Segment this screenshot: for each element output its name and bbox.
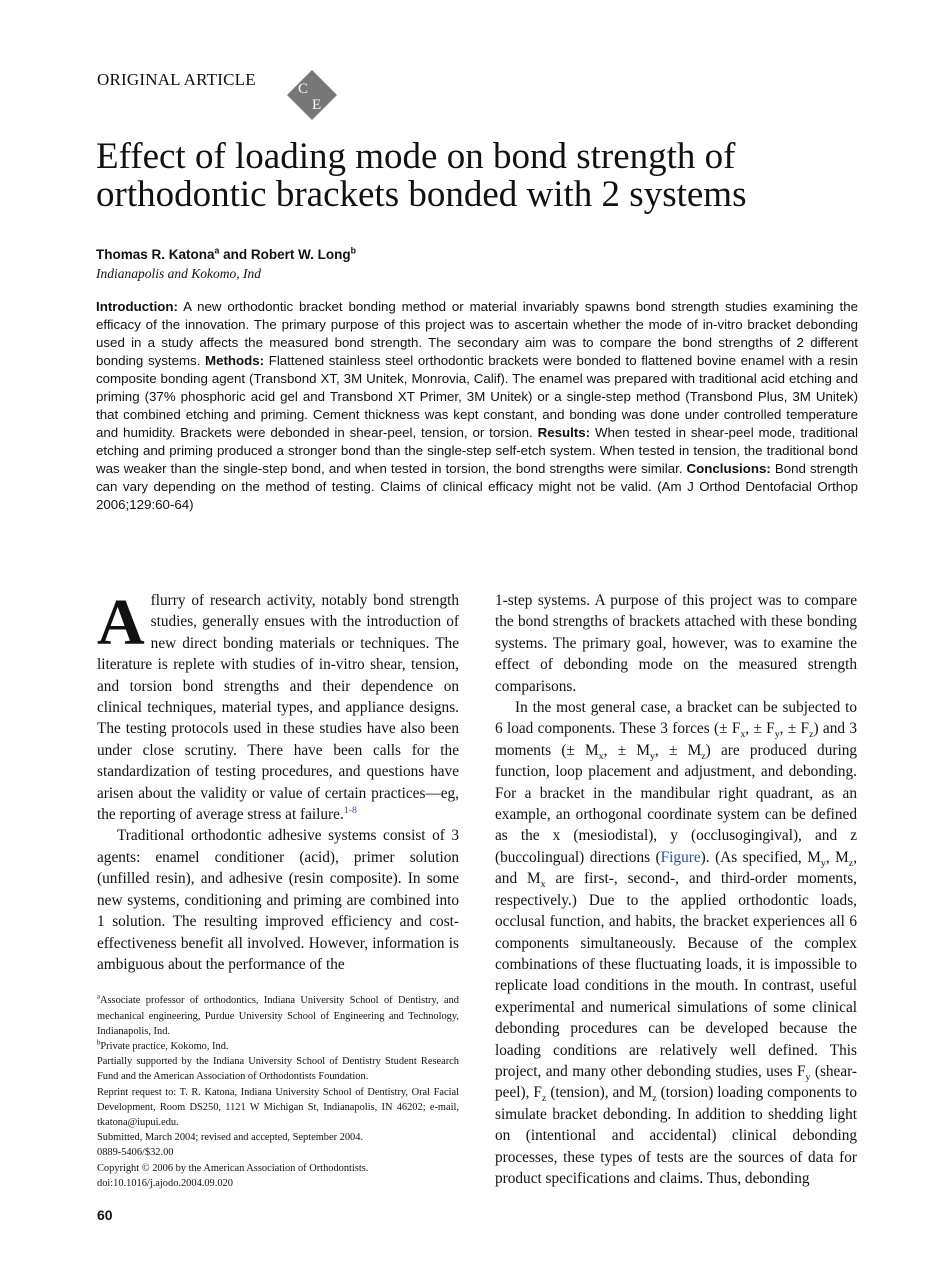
text-run: A new orthodontic bracket bonding method or material invariably spawns bond strength studies examining the efficacy of the innovation. The primary purpose of this project was to ascertain whether the mode of in-vitro bracket debonding used in a study affects the measured bond strength. The secondary aim was to compare the bond strengths of 2 different bonding systems. (96, 299, 858, 368)
text-run: ) and 3 moments (± M (495, 720, 857, 759)
abstract (96, 298, 858, 514)
ce-badge-icon (287, 70, 337, 120)
affiliation: Indianapolis and Kokomo, Ind (96, 266, 261, 281)
body-paragraph (495, 697, 857, 1189)
text-run: are first-, second-, and third-order moments, respectively.) Due to the applied orthodontic loads, occlusal function, and habits, the bracket experiences all 6 components simultaneously. Because of the complex combinations of these fluctuating loads, it is impossible to replicate load conditions in the mouth. In contrast, useful experimental and numerical simulations of some clinical debonding procedures can be developed because the loading conditions are relatively well defined. This project, and many other debonding studies, uses F (495, 870, 857, 1080)
left-column (97, 586, 459, 975)
text-run: , M (825, 848, 849, 866)
text-run: 0889-5406/$32.00 (97, 1147, 174, 1159)
left-flow (97, 586, 459, 1223)
subscript: y (649, 750, 655, 762)
text-run: Bond strength can vary depending on the method of testing. Claims of clinical efficacy might not be valid. (Am J Orthod Dentofacial Orthop 2006;129:60-64) (96, 461, 858, 512)
text-run: (tension), and M (546, 1084, 653, 1102)
subscript: y (805, 1071, 811, 1083)
subscript: x (540, 879, 546, 891)
subscript: z (701, 750, 706, 762)
footnote (97, 1054, 459, 1084)
text-run: Partially supported by the Indiana University School of Dentistry Student Research Fund and the American Association of Orthodontists Foundation. (97, 1056, 459, 1083)
body-paragraph (97, 825, 459, 975)
figure-link[interactable]: Figure (660, 848, 701, 866)
right-column (495, 590, 857, 1189)
footnote (97, 1161, 459, 1176)
footnote (97, 1130, 459, 1145)
badge-c: C (298, 81, 309, 97)
superscript: a (97, 993, 100, 1001)
superscript: b (97, 1039, 101, 1047)
superscript: a (214, 245, 220, 256)
body-paragraph (495, 590, 857, 697)
section-heading: Introduction: (96, 299, 178, 314)
subscript: z (541, 1093, 547, 1105)
text-run: Submitted, March 2004; revised and accepted, September 2004. (97, 1132, 364, 1144)
body-paragraph (97, 586, 459, 825)
article-header (96, 138, 858, 514)
text-run: ) are produced during function, loop placement and adjustment, and debonding. For a bracket in the mandibular right quadrant, as an example, an orthogonal coordinate system can be defined as the x (mesiodistal), y (occlusogingival), and z (buccolingual) directions ( (495, 741, 857, 866)
footnote (97, 1176, 459, 1191)
text-run: Flattened stainless steel orthodontic brackets were bonded to flattened bovine enamel with a resin composite bonding agent (Transbond XT, 3M Unitek, Monrovia, Calif). The enamel was prepared with traditional acid etching and priming (37% phosphoric acid gel and Transbond XT Primer, 3M Unitek) or a single-step method (Transbond Plus, 3M Unitek) that combined etching and priming. Cement thickness was kept constant, and bonding was done under controlled temperature and humidity. Brackets were debonded in shear-peel, tension, or torsion. (96, 353, 858, 440)
superscript: b (350, 245, 357, 256)
footnote (97, 1039, 459, 1054)
section-label: ORIGINAL ARTICLE (97, 70, 256, 89)
page-number: 60 (97, 1206, 113, 1223)
text-run: Traditional orthodontic adhesive systems consist of 3 agents: enamel conditioner (acid), primer solution (unfilled resin), and adhesive (resin composite). In some new systems, conditioning and priming are combined into 1 solution. The resulting improved efficiency and cost-effectiveness benefit all involved. However, information is ambiguous about the performance of the (97, 827, 459, 973)
footnote (97, 1145, 459, 1160)
text-run: ). (As specified, M (700, 848, 821, 866)
section-heading: Conclusions: (686, 461, 771, 476)
subscript: x (598, 750, 604, 762)
text-run: Reprint request to: T. R. Katona, Indiana University School of Dentistry, Oral Facial Development, Room DS250, 1121 W Michigan St, Indianapolis, IN 46202; e-mail, tkatona@iupui.edu. (97, 1086, 459, 1128)
subscript: z (652, 1093, 657, 1105)
subscript: z (848, 857, 854, 869)
text-run: , ± M (603, 741, 650, 759)
text-run: , and M (495, 848, 858, 888)
section-heading: Methods: (205, 353, 265, 368)
subscript: y (820, 857, 826, 869)
text-run: Associate professor of orthodontics, Indiana University School of Dentistry, and mechanical engineering, Purdue University School of Engineering and Technology, Indianapolis, Ind. (97, 995, 459, 1037)
subscript: z (809, 729, 814, 741)
footnote (97, 1085, 459, 1131)
text-run: Copyright © 2006 by the American Association of Orthodontists. (97, 1162, 369, 1174)
text-run: 1-step systems. A purpose of this project was to compare the bond strengths of brackets attached with these bonding systems. The primary goal, however, was to examine the effect of debonding mode on the measured strength comparisons. (495, 592, 857, 695)
subscript: y (774, 729, 780, 741)
text-run: , ± M (654, 741, 702, 759)
badge-e: E (312, 97, 322, 113)
text-run: and Robert W. Long (219, 247, 351, 262)
footnotes (97, 993, 459, 1191)
text-run: When tested in shear-peel mode, traditional etching and priming produced a stronger bond than the single-step self-etch system. When tested in tension, the traditional bond was weaker than the single-step bond, and when tested in torsion, the bond strengths were similar. (96, 425, 858, 476)
text-run: Private practice, Kokomo, Ind. (100, 1040, 229, 1052)
text-run: , ± F (779, 720, 810, 738)
text-run: flurry of research activity, notably bond strength studies, generally ensues with the introduction of new direct bonding materials or techniques. The literature is replete with studies of in-vitro shear, tension, and torsion bond strengths and their dependence on clinical techniques, material types, and appliance designs. The testing protocols used in these studies have also been under close scrutiny. There have been calls for the standardization of testing procedures, and questions have arisen about the validity or value of certain practices—eg, the reporting of average stress at failure. (97, 592, 459, 824)
text-run: (torsion) loading components to simulate bracket debonding. In addition to shedding light on (intentional and accidental) clinical debonding processes, these types of tests are the sources of data for product specifications and claims. Thus, debonding (495, 1084, 857, 1187)
subscript: x (740, 729, 746, 741)
authors (96, 246, 858, 263)
article-title: Effect of loading mode on bond strength of orthodontic brackets bonded with 2 systems (96, 136, 747, 215)
reference-link[interactable]: 1-8 (343, 804, 358, 816)
text-run: , ± F (745, 720, 775, 738)
text-run: In the most general case, a bracket can be subjected to 6 load components. These 3 forces (± F (495, 699, 857, 738)
text-run: doi:10.1016/j.ajodo.2004.09.020 (97, 1177, 233, 1189)
footnote (97, 993, 459, 1039)
section-heading: Results: (537, 425, 591, 440)
drop-cap: A (97, 586, 145, 659)
text-run: Thomas R. Katona (96, 247, 215, 262)
text-run: (shear-peel), F (495, 1062, 858, 1102)
